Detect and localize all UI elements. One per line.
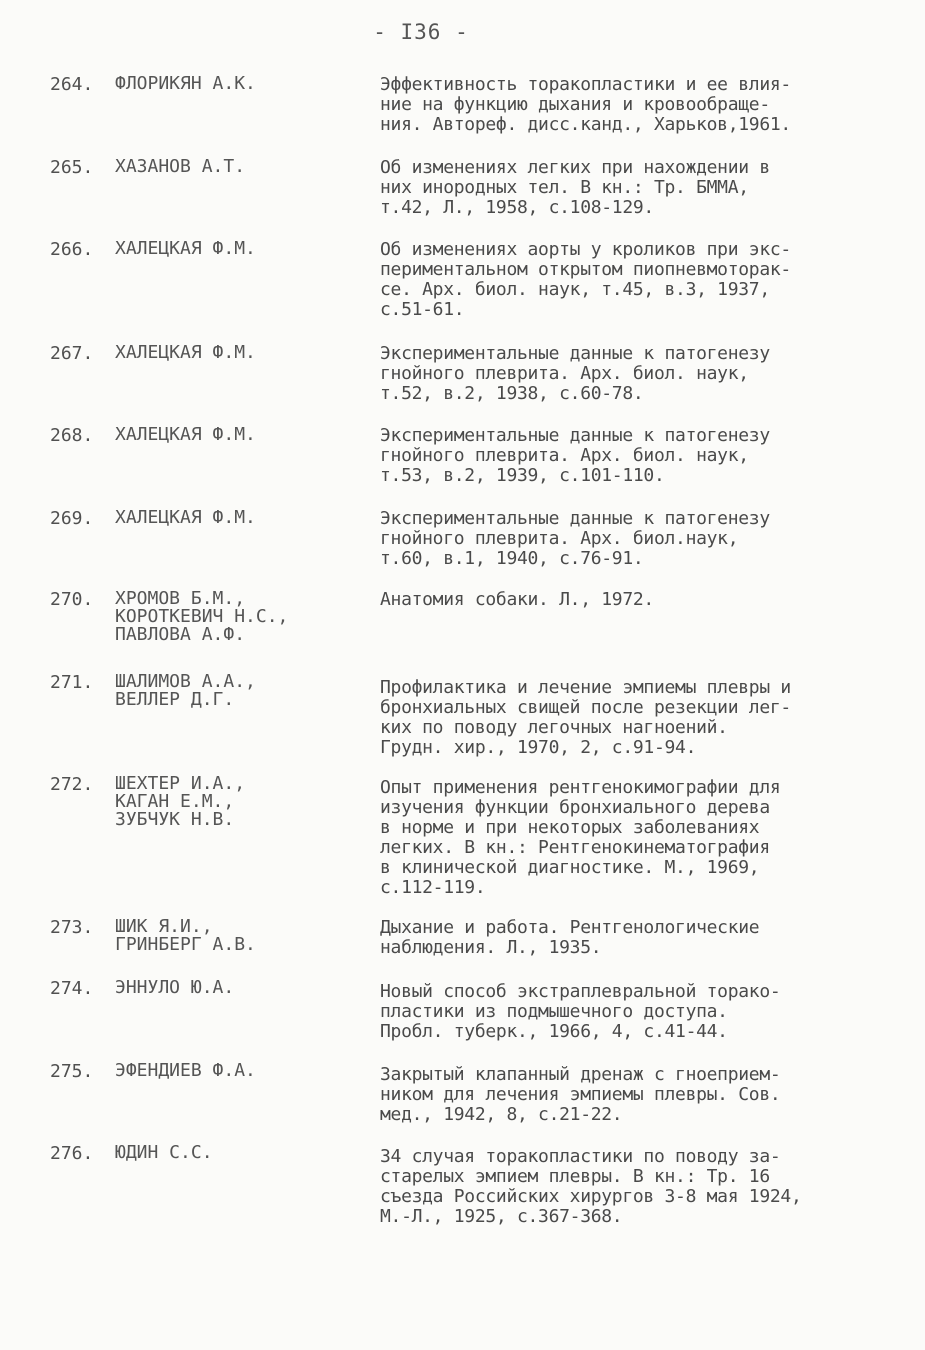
entry-citation: Экспериментальные данные к патогенезу гнойного плеврита. Арх. биол.наук, т.60, в.1, 1940, с.76-91. xyxy=(380,508,770,569)
entry-number: 272. xyxy=(50,774,94,795)
entry-number: 265. xyxy=(50,157,94,178)
entry-number: 276. xyxy=(50,1143,94,1164)
entry-authors: ЭННУЛО Ю.А. xyxy=(115,977,235,998)
entry-citation: 34 случая торакопластики по поводу за- старелых эмпием плевры. В кн.: Тр. 16 съезда Российских хирургов 3-8 мая 1924, М.-Л., 1925, с.367-368. xyxy=(380,1146,802,1227)
entry-authors: ЭФЕНДИЕВ Ф.А. xyxy=(115,1060,256,1081)
entry-authors: ФЛОРИКЯН А.К. xyxy=(115,73,256,94)
entry-authors: ХАЛЕЦКАЯ Ф.М. xyxy=(115,507,256,528)
entry-number: 270. xyxy=(50,589,94,610)
entry-number: 273. xyxy=(50,917,94,938)
entry-authors: ЮДИН С.С. xyxy=(115,1142,213,1163)
entry-citation: Об изменениях аорты у кроликов при экс- периментальном открытом пиопневмоторак- се. Арх. биол. наук, т.45, в.3, 1937, с.51-61. xyxy=(380,239,791,320)
entry-authors: ШЕХТЕР И.А., КАГАН Е.М., ЗУБЧУК Н.В. xyxy=(115,773,246,830)
entry-citation: Новый способ экстраплевральной торако- пластики из подмышечного доступа. Пробл. туберк., 1966, 4, с.41-44. xyxy=(380,981,781,1042)
entry-citation: Эффективность торакопластики и ее влия- ние на функцию дыхания и кровообраще- ния. Автореф. дисс.канд., Харьков,1961. xyxy=(380,74,791,135)
entry-citation: Опыт применения рентгенокимографии для изучения функции бронхиального дерева в норме и при некоторых заболеваниях легких. В кн.: Рентгенокинематография в клинической диагностике. М., 1969, с.112-119. xyxy=(380,777,781,898)
entry-citation: Экспериментальные данные к патогенезу гнойного плеврита. Арх. биол. наук, т.52, в.2, 1938, с.60-78. xyxy=(380,343,770,404)
entry-authors: ШАЛИМОВ А.А., ВЕЛЛЕР Д.Г. xyxy=(115,671,256,710)
entry-number: 264. xyxy=(50,74,94,95)
entry-citation: Об изменениях легких при нахождении в них инородных тел. В кн.: Тр. БММА, т.42, Л., 1958, с.108-129. xyxy=(380,157,770,218)
entry-authors: ШИК Я.И., ГРИНБЕРГ А.В. xyxy=(115,916,256,955)
entry-number: 269. xyxy=(50,508,94,529)
entry-citation: Закрытый клапанный дренаж с гноеприем- ником для лечения эмпиемы плевры. Сов. мед., 1942, 8, с.21-22. xyxy=(380,1064,781,1125)
entry-authors: ХАЛЕЦКАЯ Ф.М. xyxy=(115,238,256,259)
entry-number: 266. xyxy=(50,239,94,260)
entry-citation: Профилактика и лечение эмпиемы плевры и бронхиальных свищей после резекции лег- ких по поводу легочных нагноений. Грудн. хир., 1970, 2, с.91-94. xyxy=(380,677,791,758)
entry-number: 268. xyxy=(50,425,94,446)
entry-number: 267. xyxy=(50,343,94,364)
entry-authors: ХРОМОВ Б.М., КОРОТКЕВИЧ Н.С., ПАВЛОВА А.Ф. xyxy=(115,588,289,645)
entry-citation: Экспериментальные данные к патогенезу гнойного плеврита. Арх. биол. наук, т.53, в.2, 1939, с.101-110. xyxy=(380,425,770,486)
entry-number: 275. xyxy=(50,1061,94,1082)
page-number: - I36 - xyxy=(373,20,469,44)
entry-number: 271. xyxy=(50,672,94,693)
entry-authors: ХАЗАНОВ А.Т. xyxy=(115,156,246,177)
entry-citation: Дыхание и работа. Рентгенологические наблюдения. Л., 1935. xyxy=(380,917,760,958)
entry-authors: ХАЛЕЦКАЯ Ф.М. xyxy=(115,424,256,445)
entry-authors: ХАЛЕЦКАЯ Ф.М. xyxy=(115,342,256,363)
entry-number: 274. xyxy=(50,978,94,999)
entry-citation: Анатомия собаки. Л., 1972. xyxy=(380,589,654,610)
